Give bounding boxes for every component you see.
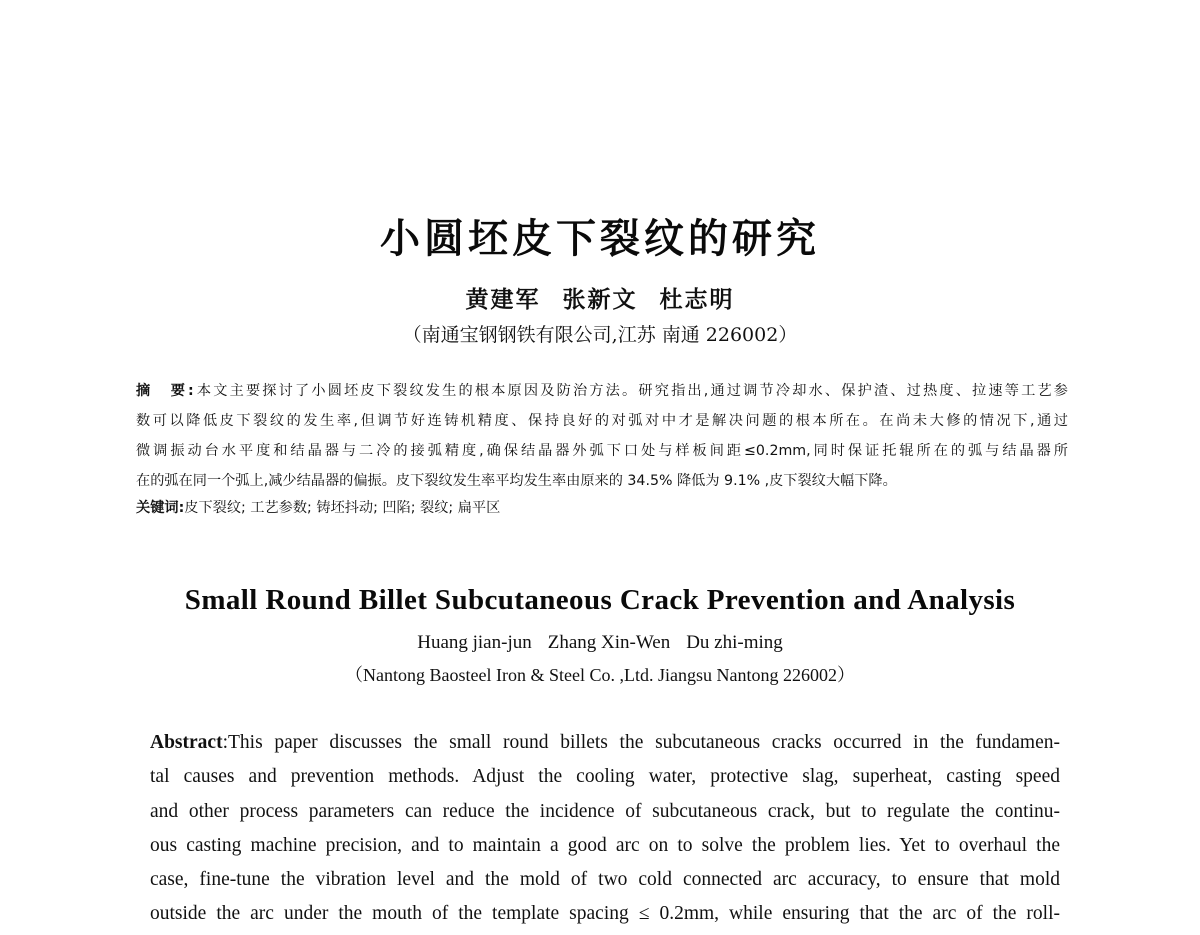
english-author-list xyxy=(0,630,1200,656)
chinese-abstract-label: 摘 要: xyxy=(136,383,195,399)
chinese-abstract xyxy=(136,376,1068,496)
chinese-keywords xyxy=(136,496,1068,520)
english-abstract-line-4: ous casting machine precision, and to maintain a good arc on to solve the problem lies. Yet to overhaul the xyxy=(150,834,1060,856)
english-abstract-line-1 xyxy=(150,726,1060,760)
chinese-keywords-label: 关键词: xyxy=(136,500,185,516)
english-affiliation: （Nantong Baosteel Iron & Steel Co. ,Ltd. Jiangsu Nantong 226002） xyxy=(345,665,855,685)
english-author-2: Zhang Xin-Wen xyxy=(547,632,671,653)
chinese-title: 小圆坯皮下裂纹的研究 xyxy=(380,215,820,262)
chinese-abstract-line-2: 数可以降低皮下裂纹的发生率,但调节好连铸机精度、保持良好的对弧对中才是解决问题的根本所在。在尚未大修的情况下,通过 xyxy=(136,413,1068,429)
english-abstract-line-6: outside the arc under the mouth of the template spacing ≤ 0.2mm, while ensuring that the arc of the roll- xyxy=(150,903,1060,925)
english-abstract-line-5: case, fine-tune the vibration level and the mold of two cold connected arc accuracy, to ensure that mold xyxy=(150,869,1060,891)
chinese-abstract-line-1 xyxy=(136,376,1068,406)
chinese-abstract-line-3: 微调振动台水平度和结晶器与二冷的接弧精度,确保结晶器外弧下口处与样板间距≤0.2mm,同时保证托辊所在的弧与结晶器所 xyxy=(136,443,1068,459)
english-abstract-separator: : xyxy=(222,732,228,753)
chinese-keywords-text: 皮下裂纹; 工艺参数; 铸坯抖动; 凹陷; 裂纹; 扁平区 xyxy=(184,500,501,516)
chinese-author-list xyxy=(0,285,1200,315)
english-abstract-line-3: and other process parameters can reduce the incidence of subcutaneous crack, but to regulate the continu- xyxy=(150,800,1060,822)
english-abstract-label: Abstract xyxy=(150,732,223,753)
english-abstract-line-2: tal causes and prevention methods. Adjust the cooling water, protective slag, superheat, casting speed xyxy=(150,766,1060,788)
chinese-author-3: 杜志明 xyxy=(659,286,735,313)
english-author-3: Du zhi-ming xyxy=(686,632,783,653)
english-author-1: Huang jian-jun xyxy=(417,632,532,653)
chinese-author-2: 张新文 xyxy=(562,286,638,313)
chinese-abstract-text-1: 本文主要探讨了小圆坯皮下裂纹发生的根本原因及防治方法。研究指出,通过调节冷却水、保护渣、过热度、拉速等工艺参 xyxy=(194,383,1068,399)
english-abstract-text-1: This paper discusses the small round billets the subcutaneous cracks occurred in the fundamen- xyxy=(228,732,1060,753)
chinese-abstract-line-4: 在的弧在同一个弧上,减少结晶器的偏振。皮下裂纹发生率平均发生率由原来的 34.5% 降低为 9.1% ,皮下裂纹大幅下降。 xyxy=(136,473,897,489)
english-abstract xyxy=(150,726,1060,932)
chinese-affiliation: （南通宝钢钢铁有限公司,江苏 南通 226002） xyxy=(402,324,798,346)
english-title: Small Round Billet Subcutaneous Crack Prevention and Analysis xyxy=(184,584,1016,617)
chinese-author-1: 黄建军 xyxy=(465,286,541,313)
